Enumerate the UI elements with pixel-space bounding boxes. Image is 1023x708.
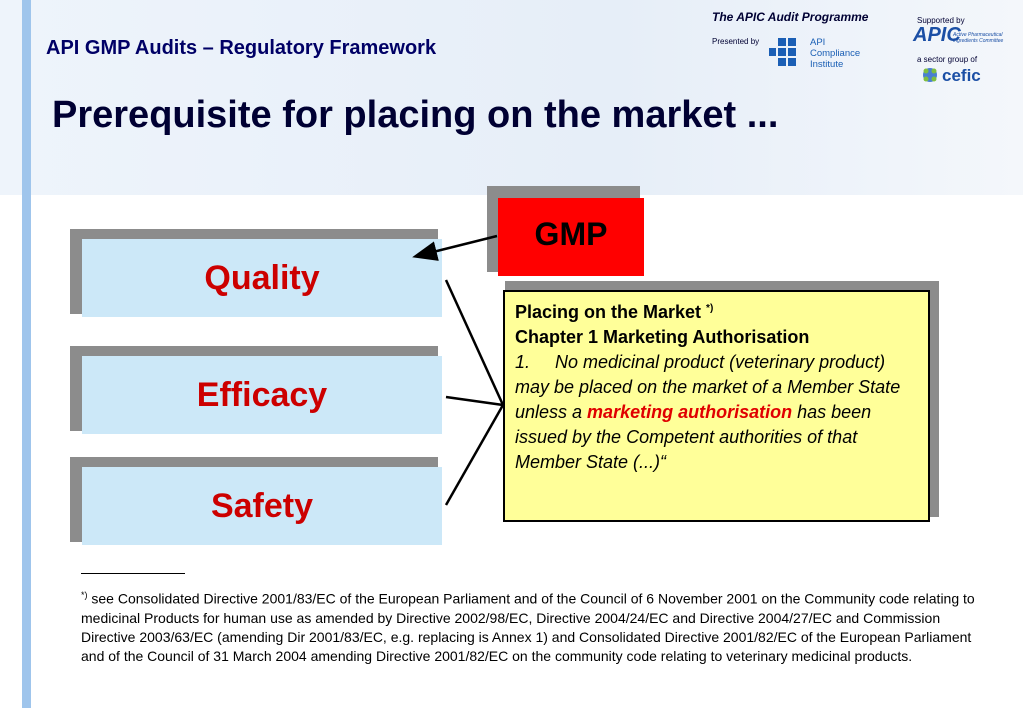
api-logo-text: API Compliance Institute	[810, 37, 861, 70]
info-chapter: Chapter 1 Marketing Authorisation	[515, 327, 810, 347]
footnote	[81, 586, 976, 666]
quality-label: Quality	[204, 258, 320, 297]
info-heading: Placing on the Market	[515, 302, 707, 322]
quality-connector-line	[446, 280, 503, 405]
apic-logo-subtext: Active Pharmaceutical Ingredients Committee	[953, 32, 1004, 44]
safety-connector-line	[446, 405, 503, 505]
gmp-to-quality-arrow	[417, 236, 497, 256]
info-heading-line	[515, 296, 918, 325]
programme-label: The APIC Audit Programme	[712, 10, 869, 24]
footnote-rule	[81, 573, 185, 574]
presented-by-label: Presented by	[712, 37, 760, 46]
slide-subtitle: API GMP Audits – Regulatory Framework	[46, 37, 437, 59]
slide-title: Prerequisite for placing on the market ...	[52, 94, 779, 136]
info-body	[515, 350, 918, 475]
footnote-text: see Consolidated Directive 2001/83/EC of the European Parliament and of the Council of 6 November 2001 on the Community code relating to medicinal Products for human use as amended by Directive 2002/98/EC, Directive 2004/24/EC and Directive 2004/27/EC and Commission Directive 2003/63/EC (amending Dir 2001/83/EC, e.g. replacing is Annex 1) and Consolidated Directive 2001/82/EC of the European Parliament and of the Council of 31 March 2004 amending Directive 2001/82/EC on the community code relating to veterinary medicinal products.	[81, 590, 975, 664]
marketing-authorisation-box	[503, 290, 930, 522]
efficacy-connector-line	[446, 397, 503, 405]
safety-label: Safety	[210, 486, 314, 525]
efficacy-label: Efficacy	[196, 375, 328, 414]
info-item-number: 1.	[515, 352, 531, 372]
footnote-mark: *)	[81, 590, 88, 600]
sector-group-label: a sector group of	[917, 55, 978, 64]
info-text-a: No medicinal product (veterinary product) may be placed on the market of a Member State unless a	[515, 352, 901, 422]
info-footnote-mark: *)	[706, 303, 714, 314]
gmp-label: GMP	[534, 216, 608, 252]
info-text-b: has been issued by the Competent authorities of that Member State (...)“	[515, 402, 872, 472]
apic-logo: APIC	[913, 24, 961, 46]
info-highlight: marketing authorisation	[587, 402, 793, 422]
cefic-logo-text: cefic	[942, 66, 981, 85]
supported-by-label: Supported by	[917, 16, 965, 25]
